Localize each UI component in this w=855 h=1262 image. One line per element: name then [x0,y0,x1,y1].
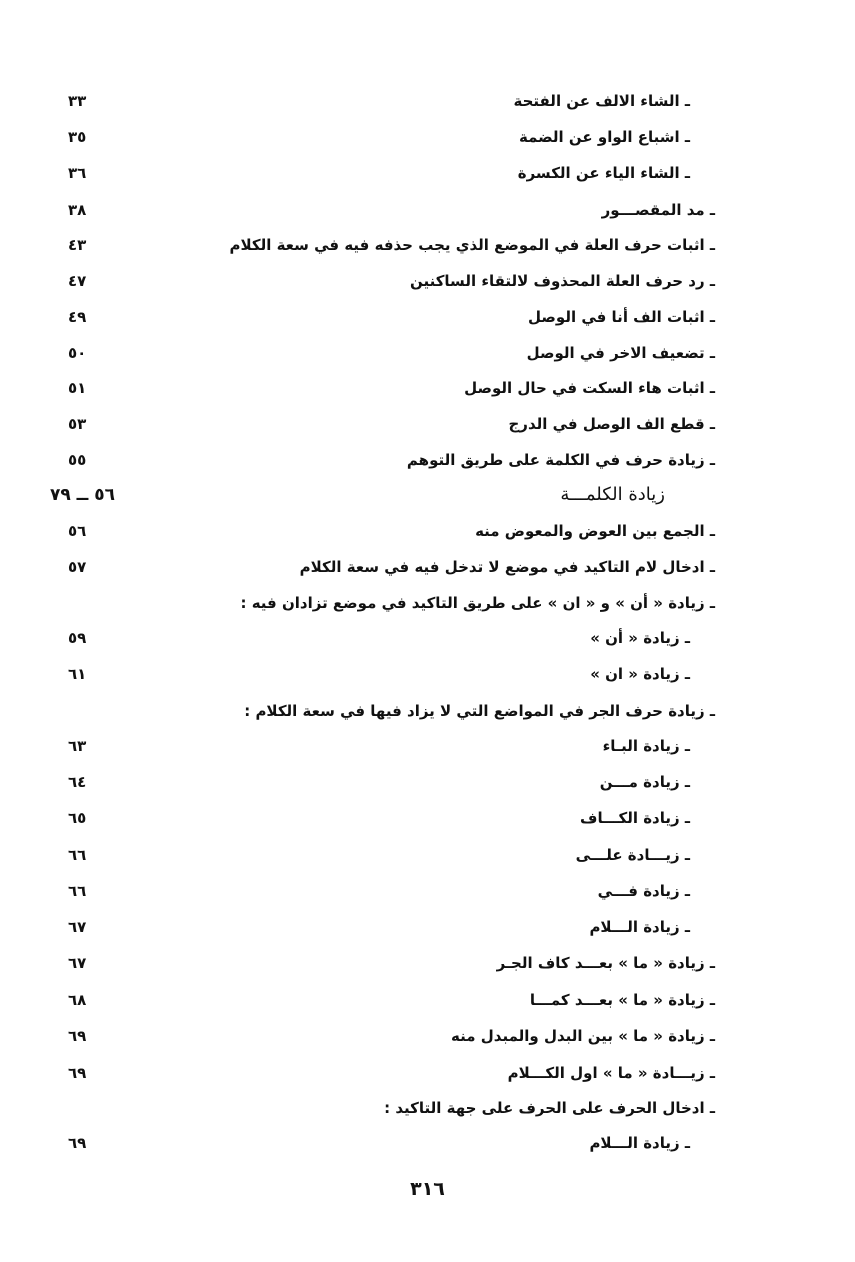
toc-entry-title: ـ الجمع بين العوض والمعوض منه [475,522,715,540]
toc-entry-title: ـ اثبات هاء السكت في حال الوصل [464,379,715,397]
toc-entry [0,228,855,262]
toc-entry-title: ـ مد المقصـــور [601,201,715,219]
toc-entry-page: ٥٦ [68,522,87,540]
toc-entry-page: ٦٧ [68,954,87,972]
section-heading [0,478,855,512]
toc-entry [0,874,855,908]
toc-entry [0,765,855,799]
toc-entry-title: ـ زيادة البـاء [602,737,690,755]
toc-entry [0,371,855,405]
toc-entry-title: ـ الشاء الياء عن الكسرة [517,164,690,182]
toc-entry [0,156,855,190]
toc-entry [0,1019,855,1053]
toc-entry-page: ٦٨ [68,991,87,1009]
toc-entry-page: ٦٩ [68,1027,87,1045]
toc-entry-title: ـ زيادة فـــي [597,882,690,900]
toc-entry-page: ٦٩ [68,1064,87,1082]
toc-entry-page: ٦٤ [68,773,87,791]
toc-entry [0,946,855,980]
toc-entry-page: ٦٣ [68,737,87,755]
toc-entry [0,983,855,1017]
toc-entry-page: ٤٧ [68,272,87,290]
toc-entry [0,84,855,118]
toc-entry-title: ـ قطع الف الوصل في الدرج [508,415,715,433]
toc-entry-page: ٥٣ [68,415,87,433]
toc-entry [0,514,855,548]
toc-entry-page: ٦٩ [68,1134,87,1152]
toc-entry-page: ٥٩ [68,629,87,647]
toc-entry [0,443,855,477]
toc-entry-title: ـ زيادة « ان » [590,665,690,683]
section-title: زيادة الكلمـــة [560,484,665,505]
toc-entry-page: ٦٦ [68,846,87,864]
toc-entry-page: ٣٦ [68,164,87,182]
toc-entry [0,801,855,835]
toc-entry-page: ٤٣ [68,236,87,254]
toc-entry-page: ٣٣ [68,92,87,110]
toc-entry-title: ـ زيادة « أن » و « ان » على طريق التاكيد في موضع تزادان فيه : [240,594,715,612]
toc-entry-title: ـ تضعيف الاخر في الوصل [526,344,715,362]
toc-entry-page: ٦١ [68,665,87,683]
toc-entry [0,1126,855,1160]
toc-entry-title: ـ زيـــادة علـــى [575,846,690,864]
toc-entry-title: ـ زيادة الـــلام [589,1134,690,1152]
toc-entry [0,1091,855,1125]
toc-entry [0,336,855,370]
toc-entry-page: ٣٨ [68,201,87,219]
toc-entry-title: ـ زيادة « ما » بين البدل والمبدل منه [451,1027,715,1045]
toc-entry-title: ـ زيادة حرف الجر في المواضع التي لا يزاد فيها في سعة الكلام : [244,702,715,720]
toc-entry-title: ـ ادخال الحرف على الحرف على جهة التاكيد : [384,1099,715,1117]
toc-entry-page: ٤٩ [68,308,87,326]
toc-entry-page: ٥٠ [68,344,87,362]
toc-entry [0,621,855,655]
toc-entry [0,657,855,691]
toc-entry [0,838,855,872]
toc-entry-page: ٥٧ [68,558,87,576]
toc-entry [0,729,855,763]
toc-entry-title: ـ زيادة « ما » بعـــد كاف الجـر [496,954,715,972]
toc-entry-page: ٦٥ [68,809,87,827]
toc-entry-title: ـ زيادة الكـــاف [580,809,690,827]
toc-entry-page: ٥١ [68,379,87,397]
toc-entry-title: ـ ادخال لام التاكيد في موضع لا تدخل فيه في سعة الكلام [299,558,715,576]
toc-entry-page: ٦٦ [68,882,87,900]
toc-entry-title: ـ زيادة حرف في الكلمة على طريق التوهم [406,451,715,469]
toc-entry-title: ـ الشاء الالف عن الفتحة [513,92,690,110]
toc-entry-page: ٦٧ [68,918,87,936]
page-number: ٣١٦ [410,1178,445,1200]
toc-entry [0,120,855,154]
toc-entry-title: ـ اثبات الف أنا في الوصل [528,308,715,326]
toc-entry [0,193,855,227]
toc-entry-title: ـ زيادة الـــلام [589,918,690,936]
toc-entry [0,264,855,298]
toc-entry [0,300,855,334]
toc-entry-title: ـ زيـــادة « ما » اول الكـــلام [507,1064,715,1082]
toc-entry-page: ٣٥ [68,128,87,146]
toc-entry [0,1056,855,1090]
toc-entry-page: ٥٥ [68,451,87,469]
toc-entry [0,694,855,728]
toc-entry [0,586,855,620]
toc-entry-title: ـ اثبات حرف العلة في الموضع الذي يجب حذفه فيه في سعة الكلام [229,236,715,254]
toc-entry [0,407,855,441]
toc-entry-title: ـ اشباع الواو عن الضمة [518,128,690,146]
toc-entry-title: ـ زيادة « ما » بعـــد كمـــا [529,991,715,1009]
toc-entry [0,550,855,584]
section-page-range: ٥٦ ــ ٧٩ [50,485,115,505]
toc-entry [0,910,855,944]
toc-entry-title: ـ رد حرف العلة المحذوف لالتقاء الساكنين [409,272,715,290]
toc-entry-title: ـ زيادة مـــن [599,773,690,791]
toc-entry-title: ـ زيادة « أن » [590,629,690,647]
